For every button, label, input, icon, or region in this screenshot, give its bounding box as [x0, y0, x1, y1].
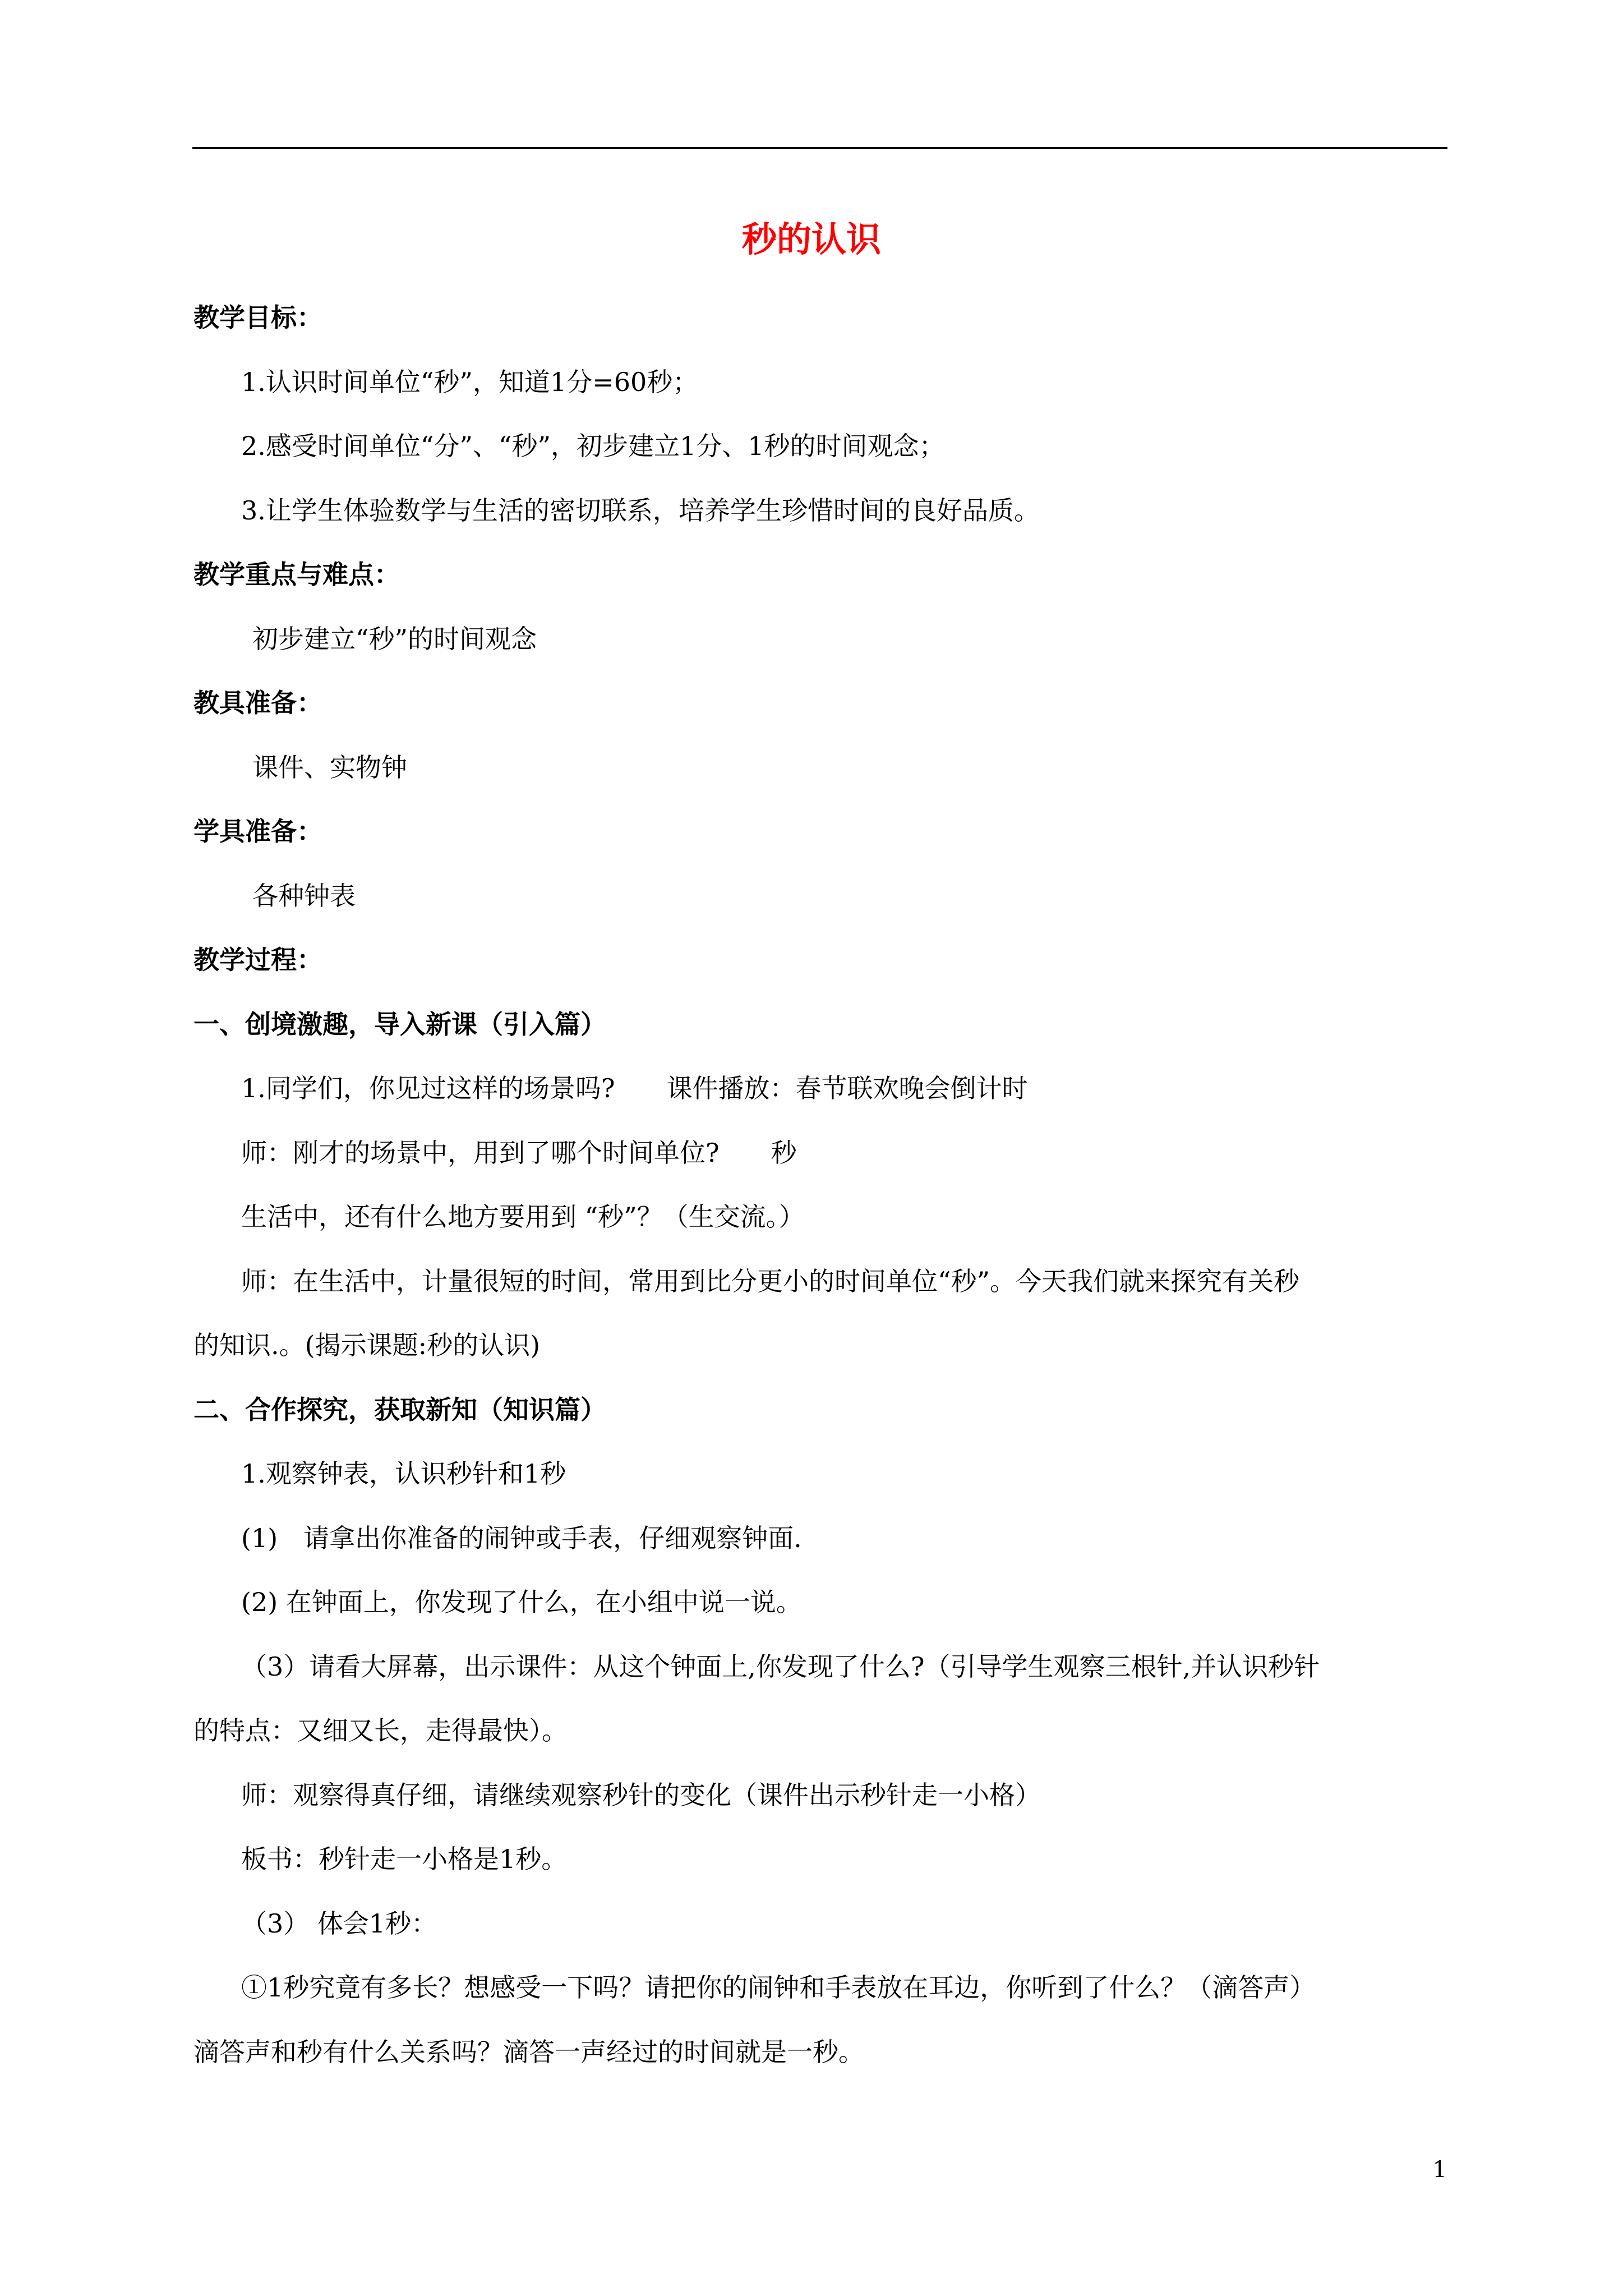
part1-heading: 一、创境激趣，导入新课（引入篇）	[193, 1009, 606, 1039]
objective-3: 3.让学生体验数学与生活的密切联系，培养学生珍惜时间的良好品质。	[241, 495, 1040, 526]
part2-heading: 二、合作探究，获取新知（知识篇）	[193, 1395, 606, 1425]
part2-line-3: (2) 在钟面上，你发现了什么，在小组中说一说。	[241, 1587, 802, 1617]
document-title: 秒的认识	[741, 219, 881, 260]
student-tools-heading: 学具准备：	[193, 816, 322, 846]
part2-line-4: （3）请看大屏幕，出示课件：从这个钟面上,你发现了什么?（引导学生观察三根针,并认识秒针	[241, 1651, 1320, 1682]
part2-line-7: 板书：秒针走一小格是1秒。	[241, 1844, 568, 1874]
header-rule	[192, 147, 1447, 149]
page-number: 1	[1432, 2157, 1447, 2183]
part2-line-1: 1.观察钟表，认识秒针和1秒	[241, 1458, 566, 1489]
part2-line-6: 师：观察得真仔细，请继续观察秒针的变化（课件出示秒针走一小格）	[241, 1780, 1041, 1810]
part1-line-4: 师：在生活中，计量很短的时间，常用到比分更小的时间单位“秒”。今天我们就来探究有关秒	[241, 1266, 1300, 1296]
keypoints-text: 初步建立“秒”的时间观念	[252, 624, 537, 654]
objective-2: 2.感受时间单位“分”、“秒”，初步建立1分、1秒的时间观念；	[241, 431, 945, 461]
part1-line-1: 1.同学们，你见过这样的场景吗? 课件播放：春节联欢晚会倒计时	[241, 1073, 1028, 1103]
part1-line-3: 生活中，还有什么地方要用到 “秒”？（生交流。）	[241, 1202, 805, 1232]
part1-line-2: 师：刚才的场景中，用到了哪个时间单位? 秒	[241, 1138, 797, 1168]
part2-line-10: 滴答声和秒有什么关系吗？滴答一声经过的时间就是一秒。	[193, 2037, 864, 2067]
teacher-tools-heading: 教具准备：	[193, 688, 322, 718]
objective-1: 1.认识时间单位“秒”，知道1分=60秒；	[241, 367, 699, 397]
part2-line-9: ①1秒究竟有多长？想感受一下吗？请把你的闹钟和手表放在耳边，你听到了什么？（滴答声）	[241, 1972, 1316, 2003]
part2-line-2: (1) 请拿出你准备的闹钟或手表，仔细观察钟面.	[241, 1523, 802, 1553]
objectives-heading: 教学目标：	[193, 302, 322, 333]
process-heading: 教学过程：	[193, 945, 322, 975]
teacher-tools-text: 课件、实物钟	[252, 752, 407, 783]
part1-line-5: 的知识.。(揭示课题:秒的认识)	[193, 1330, 541, 1360]
student-tools-text: 各种钟表	[252, 881, 356, 911]
part2-line-5: 的特点：又细又长，走得最快）。	[193, 1715, 568, 1746]
part2-line-8: （3） 体会1秒：	[241, 1908, 437, 1939]
keypoints-heading: 教学重点与难点：	[193, 559, 400, 590]
